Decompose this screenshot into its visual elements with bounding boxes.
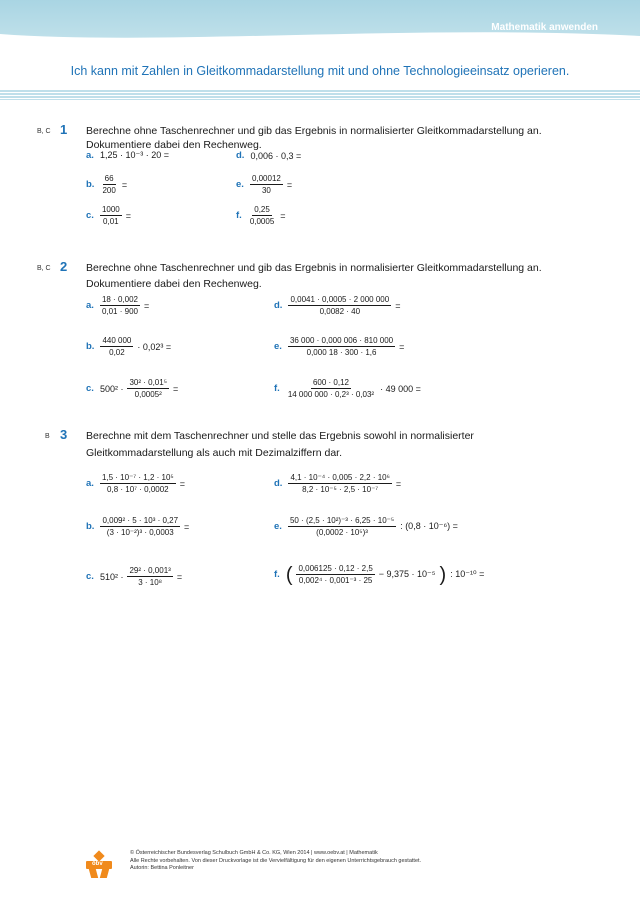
expression-tail: = xyxy=(121,179,128,190)
task-3-item-d xyxy=(274,473,401,494)
numerator: 0,00012 xyxy=(251,174,281,183)
fraction xyxy=(127,378,169,399)
expression-tail: = xyxy=(184,521,190,532)
task-3-line-1: Berechne mit dem Taschenrechner und stelle das Ergebnis sowohl in normalisierter xyxy=(86,430,474,442)
expression-tail: = xyxy=(395,478,402,489)
task-2-line-2: Dokumentiere dabei den Rechenweg. xyxy=(86,278,262,290)
task-3-level: B xyxy=(45,433,50,440)
item-label: f. xyxy=(274,383,280,394)
task-1-number: 1 xyxy=(60,122,68,137)
item-label: c. xyxy=(86,210,94,221)
task-1-item-b xyxy=(86,174,127,195)
denominator: 200 xyxy=(102,186,116,195)
copyright-footer xyxy=(130,850,421,873)
item-label: c. xyxy=(86,383,94,394)
denominator: 0,02 xyxy=(109,348,125,357)
fraction xyxy=(100,205,122,226)
item-label: f. xyxy=(274,569,280,580)
expression-tail: = xyxy=(399,341,405,352)
expression-tail: = xyxy=(395,300,401,311)
task-2-instructions xyxy=(86,260,586,292)
fraction xyxy=(286,378,376,399)
learning-goal-headline: Ich kann mit Zahlen in Gleitkommadarstellung mit und ohne Technologieeinsatz operieren. xyxy=(70,64,570,78)
fraction xyxy=(100,336,133,357)
fraction xyxy=(288,336,395,357)
fraction xyxy=(288,516,396,537)
expression-tail: = xyxy=(280,210,286,221)
item-label: e. xyxy=(274,341,282,352)
item-label: d. xyxy=(236,150,245,161)
task-3-item-f xyxy=(274,564,484,585)
task-2-level: B, C xyxy=(37,265,51,272)
numerator: 18 · 0,002 xyxy=(101,295,138,304)
task-1-item-d xyxy=(236,150,301,161)
denominator: 14 000 000 · 0,2³ · 0,03² xyxy=(287,390,375,399)
denominator: 8,2 · 10⁻⁵ · 2,5 · 10⁻⁷ xyxy=(302,485,379,494)
task-1-line-2: Dokumentiere dabei den Rechenweg. xyxy=(86,139,262,151)
denominator: 30 xyxy=(261,186,271,195)
item-label: e. xyxy=(274,521,282,532)
numerator: 30² · 0,01⁵ xyxy=(129,378,168,387)
numerator: 0,25 xyxy=(254,205,270,214)
denominator: 0,0005² xyxy=(134,390,162,399)
task-1-line-1: Berechne ohne Taschenrechner und gib das Ergebnis in normalisierter Gleitkommadarstellung an. xyxy=(86,125,542,137)
task-2-item-b xyxy=(86,336,171,357)
item-label: e. xyxy=(236,179,244,190)
footer-line-3: Autorin: Bettina Ponleitner xyxy=(130,865,194,871)
numerator: 4,1 · 10⁻⁴ · 0,005 · 2,2 · 10⁶ xyxy=(290,473,390,482)
task-3-item-e xyxy=(274,516,458,537)
footer-line-2: Alle Rechte vorbehalten. Von dieser Druckvorlage ist die Vervielfältigung für den eigenen Unterrichtsgebrauch gestattet. xyxy=(130,857,422,864)
denominator: 0,01 xyxy=(103,217,119,226)
expression-tail: = xyxy=(173,383,179,394)
expression-tail: · 0,02³ = xyxy=(137,341,172,352)
expression: 0,006 · 0,3 = xyxy=(250,150,302,161)
expression-head: 510² · xyxy=(99,571,124,582)
numerator: 29² · 0,001³ xyxy=(129,566,171,575)
task-3-number: 3 xyxy=(60,427,68,442)
task-2-number: 2 xyxy=(60,259,68,274)
item-label: d. xyxy=(274,300,283,311)
expression-middle: − 9,375 · 10⁻⁵ xyxy=(378,569,436,579)
denominator: 0,8 · 10⁷ · 0,0002 xyxy=(107,485,169,494)
item-label: d. xyxy=(274,478,283,489)
footer-line-1: © Österreichischer Bundesverlag Schulbuch GmbH & Co. KG, Wien 2014 | www.oebv.at | Mathematik xyxy=(130,850,378,856)
open-paren: ( xyxy=(285,563,293,586)
fraction xyxy=(288,473,391,494)
task-1-instructions xyxy=(86,124,586,152)
expression: 1,25 · 10⁻³ · 20 = xyxy=(99,150,169,160)
numerator: 0,009² · 5 · 10³ · 0,27 xyxy=(102,516,179,525)
task-3-item-a xyxy=(86,473,185,494)
denominator: 0,01 · 900 xyxy=(101,307,138,316)
task-3-instructions xyxy=(86,428,586,462)
publisher-logo xyxy=(86,852,112,878)
expression-tail: : 10⁻¹⁰ = xyxy=(450,569,485,579)
task-1-item-a xyxy=(86,150,169,161)
task-2-line-1: Berechne ohne Taschenrechner und gib das Ergebnis in normalisierter Gleitkommadarstellung an. xyxy=(86,262,542,274)
denominator: (0,0002 · 10⁵)³ xyxy=(316,528,368,537)
fraction xyxy=(250,174,283,195)
task-1-item-e xyxy=(236,174,292,195)
fraction xyxy=(127,566,172,587)
expression-tail: = xyxy=(143,300,150,311)
fraction xyxy=(100,473,176,494)
numerator: 440 000 xyxy=(102,336,132,345)
fraction xyxy=(100,174,117,195)
fraction xyxy=(100,295,140,316)
task-1-item-f xyxy=(236,205,286,226)
expression-tail: : (0,8 · 10⁻⁶) = xyxy=(400,521,458,531)
numerator: 1,5 · 10⁻⁷ · 1,2 · 10⁵ xyxy=(101,473,174,482)
task-2-item-f xyxy=(274,378,421,399)
item-label: a. xyxy=(86,150,94,161)
denominator: 0,000 18 · 300 · 1,6 xyxy=(306,348,377,357)
item-label: b. xyxy=(86,179,95,190)
task-2-item-e xyxy=(274,336,404,357)
fraction xyxy=(296,564,374,585)
item-label: f. xyxy=(236,210,242,221)
denominator: (3 · 10⁻²)³ · 0,0003 xyxy=(106,528,174,537)
fraction xyxy=(100,516,180,537)
task-3-item-c xyxy=(86,566,182,587)
numerator: 50 · (2,5 · 10²)⁻³ · 6,25 · 10⁻⁵ xyxy=(289,516,395,525)
denominator: 0,0082 · 40 xyxy=(319,307,361,316)
numerator: 36 000 · 0,000 006 · 810 000 xyxy=(289,336,394,345)
numerator: 0,006125 · 0,12 · 2,5 xyxy=(298,564,373,573)
fraction xyxy=(248,205,276,226)
logo-piece xyxy=(93,850,104,861)
expression-head: 500² · xyxy=(99,383,124,394)
numerator: 600 · 0,12 xyxy=(312,378,349,387)
task-3-line-2: Gleitkommadarstellung als auch mit Dezimalziffern dar. xyxy=(86,447,342,459)
denominator: 0,0005 xyxy=(249,217,275,226)
fraction xyxy=(288,295,391,316)
section-label: Mathematik anwenden xyxy=(491,22,598,33)
denominator: 3 · 10⁸ xyxy=(138,578,163,587)
close-paren: ) xyxy=(439,563,447,586)
logo-text: öbv xyxy=(92,861,103,867)
task-1-item-c xyxy=(86,205,131,226)
item-label: a. xyxy=(86,478,94,489)
task-2-item-a xyxy=(86,295,149,316)
divider-stripe xyxy=(0,90,640,100)
numerator: 66 xyxy=(104,174,114,183)
item-label: a. xyxy=(86,300,94,311)
numerator: 0,0041 · 0,0005 · 2 000 000 xyxy=(290,295,390,304)
logo-piece xyxy=(89,869,98,878)
expression-tail: · 49 000 = xyxy=(380,383,421,394)
task-1-level: B, C xyxy=(37,128,51,135)
expression-tail: = xyxy=(125,210,131,221)
item-label: b. xyxy=(86,521,95,532)
expression-tail: = xyxy=(286,179,293,190)
task-2-item-d xyxy=(274,295,400,316)
expression-tail: = xyxy=(179,478,186,489)
denominator: 0,002⁴ · 0,001⁻³ · 25 xyxy=(298,576,373,585)
item-label: b. xyxy=(86,341,95,352)
expression-tail: = xyxy=(176,571,183,582)
task-3-item-b xyxy=(86,516,189,537)
task-2-item-c xyxy=(86,378,178,399)
numerator: 1000 xyxy=(101,205,120,214)
logo-piece xyxy=(100,869,109,878)
item-label: c. xyxy=(86,571,94,582)
